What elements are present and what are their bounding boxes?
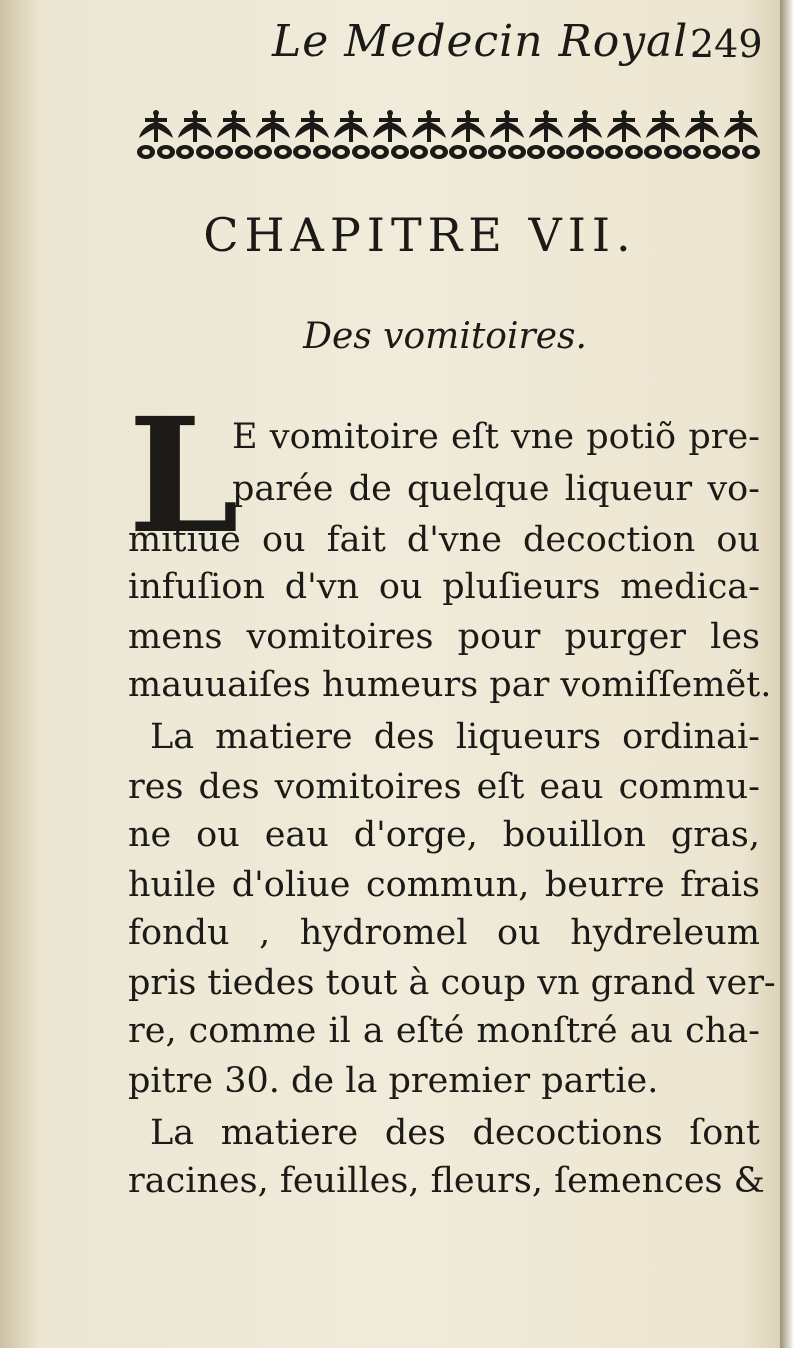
section-title: Des vomitoires. xyxy=(303,316,587,357)
text-line: infuſion d'vn ou pluſieurs medica- xyxy=(128,567,760,607)
text-line: pris tiedes tout à coup vn grand ver- xyxy=(128,963,776,1003)
text-line: re, comme il a eſté monſtré au cha- xyxy=(128,1011,760,1051)
ornament-band xyxy=(135,110,765,164)
text-line: res des vomitoires eſt eau commu- xyxy=(128,767,760,807)
text-line: mitiue ou fait d'vne decoction ou xyxy=(128,520,760,560)
running-head xyxy=(0,12,780,72)
chapter-title: CHAPITRE VII. xyxy=(203,208,637,262)
text-line: mauuaiſes humeurs par vomiſſemẽt. xyxy=(128,665,772,705)
text-line: racines, feuilles, fleurs, ſemences & xyxy=(128,1161,765,1201)
text-line: La matiere des liqueurs ordinai- xyxy=(150,717,760,757)
drop-cap: L xyxy=(128,384,240,569)
text-line: La matiere des decoctions ſont xyxy=(150,1113,760,1153)
running-title: Le Medecin Royal. xyxy=(272,16,704,67)
text-line: fondu , hydromel ou hydreleum xyxy=(128,913,760,953)
text-line: mens vomitoires pour purger les xyxy=(128,617,760,657)
text-line: huile d'oliue commun, beurre frais xyxy=(128,865,760,905)
text-line: ne ou eau d'orge, bouillon gras, xyxy=(128,815,760,855)
text-line: E vomitoire eſt vne potiõ pre- xyxy=(232,417,760,457)
page-number: 249 xyxy=(690,22,763,66)
text-line: parée de quelque liqueur vo- xyxy=(232,469,760,509)
page-edge xyxy=(780,0,800,1348)
text-line: pitre 30. de la premier partie. xyxy=(128,1061,659,1101)
